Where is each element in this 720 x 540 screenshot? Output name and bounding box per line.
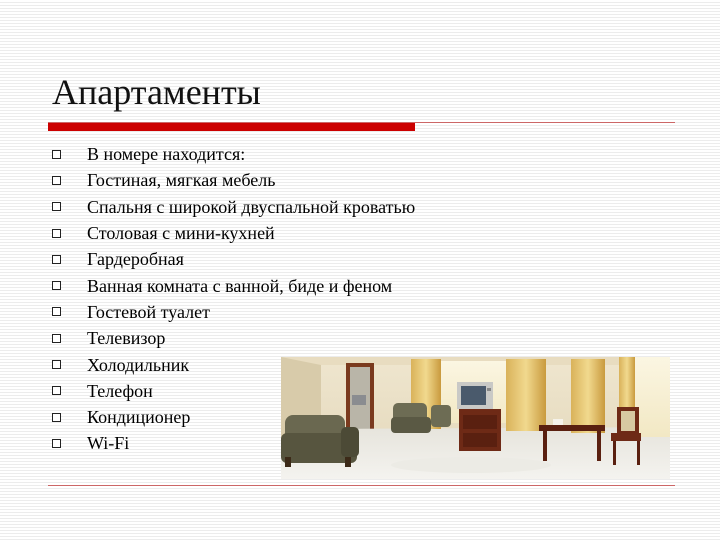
list-item-label: Телефон xyxy=(87,380,153,401)
hollow-square-bullet-icon xyxy=(52,386,61,395)
slide-title: Апартаменты xyxy=(52,72,261,112)
list-item-label: Гостиная, мягкая мебель xyxy=(87,170,276,191)
list-item-label: Столовая с мини-кухней xyxy=(87,223,275,244)
hollow-square-bullet-icon xyxy=(52,439,61,448)
list-item xyxy=(52,299,415,325)
hollow-square-bullet-icon xyxy=(52,255,61,264)
hollow-square-bullet-icon xyxy=(52,413,61,422)
list-item xyxy=(52,220,415,246)
list-item xyxy=(52,325,415,351)
hollow-square-bullet-icon xyxy=(52,229,61,238)
list-item xyxy=(52,246,415,272)
hollow-square-bullet-icon xyxy=(52,360,61,369)
hollow-square-bullet-icon xyxy=(52,334,61,343)
list-item-label: Кондиционер xyxy=(87,407,191,428)
list-item-label: В номере находится: xyxy=(87,144,246,165)
list-item-label: Гардеробная xyxy=(87,249,184,270)
hollow-square-bullet-icon xyxy=(52,202,61,211)
list-item xyxy=(52,141,415,167)
hollow-square-bullet-icon xyxy=(52,150,61,159)
list-item xyxy=(52,194,415,220)
list-item xyxy=(52,272,415,298)
list-item-label: Холодильник xyxy=(87,354,190,375)
list-item-label: Гостевой туалет xyxy=(87,301,211,322)
list-item-label: Wi-Fi xyxy=(87,433,130,454)
hollow-square-bullet-icon xyxy=(52,307,61,316)
list-item xyxy=(52,167,415,193)
hollow-square-bullet-icon xyxy=(52,176,61,185)
hollow-square-bullet-icon xyxy=(52,281,61,290)
apartment-photo xyxy=(281,357,670,479)
list-item-label: Ванная комната с ванной, биде и феном xyxy=(87,275,393,296)
title-underline-accent xyxy=(48,123,415,131)
footer-divider xyxy=(48,485,675,486)
list-item-label: Спальня с широкой двуспальной кроватью xyxy=(87,196,416,217)
list-item-label: Телевизор xyxy=(87,328,166,349)
